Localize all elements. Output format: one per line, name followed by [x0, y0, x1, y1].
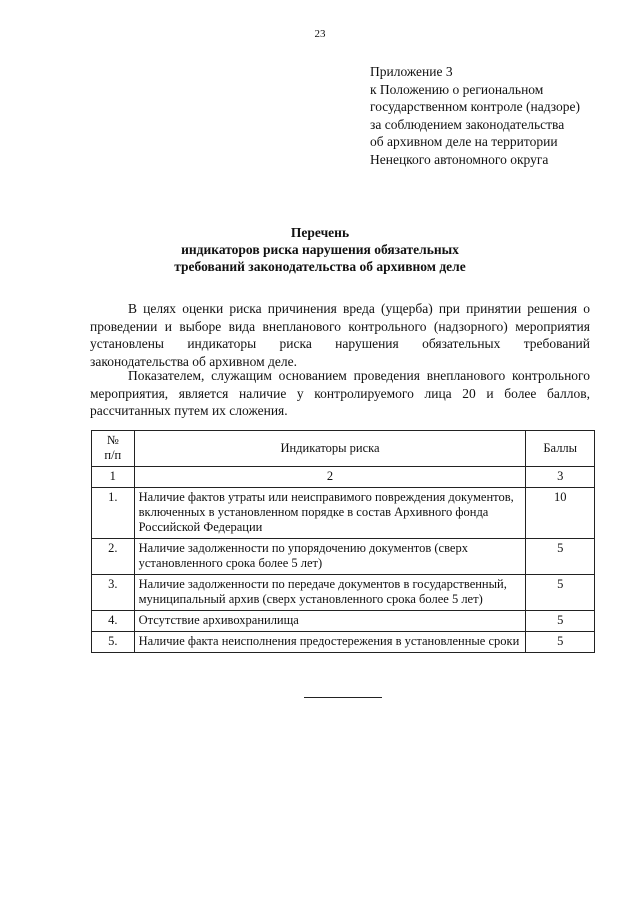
- appendix-line: Ненецкого автономного округа: [370, 151, 549, 167]
- threshold-paragraph: Показателем, служащим основанием проведения внепланового контрольного мероприятия, является наличие у контролируемого лица 20 и более баллов, рассчитанных путем их сложения.: [90, 368, 590, 418]
- document-title: [0, 224, 640, 275]
- column-index: 2: [134, 467, 526, 488]
- row-number: 5.: [92, 632, 135, 653]
- appendix-line: Приложение 3: [370, 64, 453, 79]
- row-indicator: Наличие задолженности по передаче документов в государственный, муниципальный архив (сверх установленного срока более 5 лет): [134, 575, 526, 611]
- appendix-line: государственном контроле (надзоре): [370, 99, 580, 114]
- row-number: 1.: [92, 488, 135, 539]
- row-indicator: Наличие факта неисполнения предостережения в установленные сроки: [134, 632, 526, 653]
- header-number: [92, 431, 135, 467]
- row-number: 2.: [92, 539, 135, 575]
- header-points: Баллы: [526, 431, 595, 467]
- end-divider: [304, 697, 382, 698]
- title-line: требований законодательства об архивном деле: [174, 259, 466, 274]
- page-number: 23: [314, 28, 326, 40]
- title-line: Перечень: [290, 225, 350, 240]
- header-number-symbol: №: [106, 433, 119, 447]
- table-row: [92, 488, 595, 539]
- risk-indicators-table: [91, 430, 595, 653]
- appendix-line: об архивном деле на территории: [370, 134, 558, 149]
- table-row: [92, 539, 595, 575]
- row-points: 5: [526, 539, 595, 575]
- table-header-row: [92, 431, 595, 467]
- row-indicator: Отсутствие архивохранилища: [134, 611, 526, 632]
- table-row: [92, 632, 595, 653]
- row-number: 3.: [92, 575, 135, 611]
- header-indicator: Индикаторы риска: [134, 431, 526, 467]
- appendix-line: к Положению о региональном: [370, 81, 544, 97]
- row-points: 5: [526, 611, 595, 632]
- row-points: 5: [526, 575, 595, 611]
- table-row: [92, 575, 595, 611]
- header-number-label: п/п: [104, 448, 122, 462]
- column-index-row: [92, 467, 595, 488]
- column-index: 1: [92, 467, 135, 488]
- row-indicator: Наличие задолженности по упорядочению документов (сверх установленного срока более 5 лет): [134, 539, 526, 575]
- row-number: 4.: [92, 611, 135, 632]
- table-row: [92, 611, 595, 632]
- appendix-header: [370, 63, 630, 168]
- row-points: 10: [526, 488, 595, 539]
- row-indicator: Наличие фактов утраты или неисправимого повреждения документов, включенных в установленном порядке в состав Архивного фонда Российской Федерации: [134, 488, 526, 539]
- intro-paragraph: В целях оценки риска причинения вреда (ущерба) при принятии решения о проведении и выборе вида внепланового контрольного (надзорного) мероприятия установлены индикаторы риска нарушения обязательных требований законодательства об архивном деле.: [90, 301, 590, 369]
- appendix-line: за соблюдением законодательства: [370, 116, 565, 132]
- row-points: 5: [526, 632, 595, 653]
- title-line: индикаторов риска нарушения обязательных: [181, 242, 459, 257]
- column-index: 3: [526, 467, 595, 488]
